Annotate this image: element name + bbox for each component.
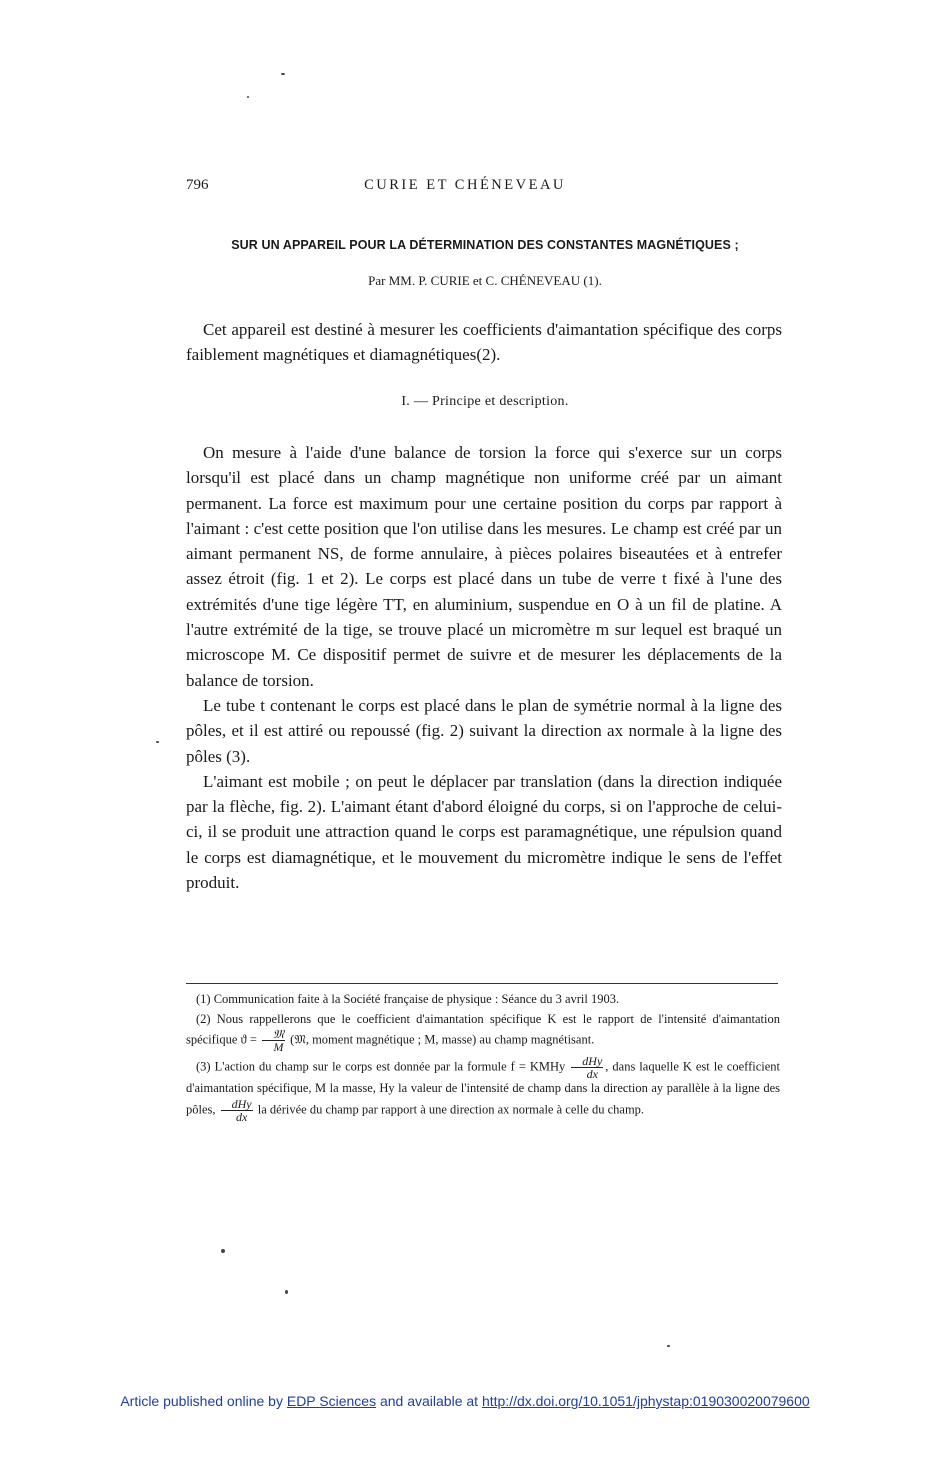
intro-note-ref: (2).: [476, 345, 501, 365]
footnote-3-fraction-2: [221, 1098, 253, 1123]
fraction-denominator: dx: [235, 1109, 248, 1124]
print-speck: [667, 1345, 670, 1347]
edp-sciences-link[interactable]: EDP Sciences: [286, 1393, 377, 1409]
fraction-denominator: M: [273, 1040, 284, 1054]
intro-paragraph: [186, 317, 782, 368]
fraction-denominator: dx: [586, 1067, 598, 1081]
footnote-3-text-b: , dans laquelle K est le coefficient d'aimantation spécifique, M la masse, Hy la valeur de l'intensité de champ dans la direction ay parallèle à la ligne des pôles,: [186, 1059, 780, 1116]
footnote-2-formula-lhs: ϑ =: [240, 1032, 257, 1047]
article-byline: [186, 273, 784, 289]
print-speck: [285, 1290, 288, 1294]
page-number: 796: [186, 177, 209, 193]
print-speck: [247, 96, 249, 98]
byline-authors: Par MM. P. CURIE et C. CHÉNEVEAU: [368, 273, 581, 288]
publication-footer: [0, 1393, 930, 1409]
footnote-3-fraction: [571, 1055, 603, 1080]
footnote-1: (1) Communication faite à la Société française de physique : Séance du 3 avril 1903.: [196, 992, 620, 1006]
footnote-2-text-b: (𝔐, moment magnétique ; M, masse) au champ magnétisant.: [290, 1032, 595, 1047]
footer-prefix: Article published online by: [120, 1393, 283, 1409]
print-speck: [281, 73, 285, 75]
print-speck: [221, 1249, 225, 1253]
footnote-divider: [186, 983, 778, 984]
byline-note-ref: (1).: [583, 273, 602, 288]
intro-text: Cet appareil est destiné à mesurer les coefficients d'aimantation spécifique des corps faiblement magnétiques et diamagnétiques: [186, 320, 782, 365]
footnote-2: [186, 1011, 780, 1054]
fraction-numerator: dHy: [221, 1098, 253, 1111]
article-body: [186, 440, 782, 895]
footnote-3: [186, 1055, 780, 1123]
fraction-numerator: dHy: [571, 1055, 603, 1068]
footnote-3-text-c: la dérivée du champ par rapport à une direction ax normale à celle du champ.: [257, 1101, 645, 1116]
article-title: SUR UN APPAREIL POUR LA DÉTERMINATION DES CONSTANTES MAGNÉTIQUES ;: [231, 238, 739, 252]
body-paragraph: Le tube t contenant le corps est placé dans le plan de symétrie normal à la ligne des pôles, et il est attiré ou repoussé (fig. 2) suivant la direction ax normale à la ligne des pôles (3).: [186, 695, 782, 766]
body-paragraph: L'aimant est mobile ; on peut le déplacer par translation (dans la direction indiquée par la flèche, fig. 2). L'aimant étant d'abord éloigné du corps, si on l'approche de celui-ci, il se produit une attraction quand le corps est paramagnétique, une répulsion quand le corps est diamagnétique, et le mouvement du micromètre indique le sens de l'effet produit.: [186, 771, 782, 893]
footnotes: [186, 991, 780, 1125]
section-heading: I. — Principe et description.: [401, 394, 569, 409]
fraction-numerator: 𝔐: [262, 1028, 285, 1041]
running-head: CURIE ET CHÉNEVEAU: [364, 177, 566, 193]
page-header: [0, 177, 930, 199]
footnote-2-text-a: (2) Nous rappellerons que le coefficient d'aimantation spécifique K est le rapport de l'intensité d'aimantation spécifique: [186, 1011, 780, 1047]
body-paragraph: On mesure à l'aide d'une balance de torsion la force qui s'exerce sur un corps lorsqu'il est placé dans un champ magnétique non uniforme créé par un aimant permanent. La force est maximum pour une certaine position du corps par rapport à l'aimant : c'est cette position que l'on utilise dans les mesures. Le champ est créé par un aimant permanent NS, de forme annulaire, à pièces polaires biseautées et à entrefer assez étroit (fig. 1 et 2). Le corps est placé dans un tube de verre t fixé à l'une des extrémités d'une tige légère TT, en aluminium, suspendue en O à un fil de platine. A l'autre extrémité de la tige, se trouve placé un micromètre m sur lequel est braqué un microscope M. Ce dispositif permet de suivre et de mesurer les déplacements de la balance de torsion.: [186, 443, 782, 690]
print-speck: [156, 741, 159, 743]
footer-middle: and available at: [379, 1393, 479, 1409]
doi-link[interactable]: http://dx.doi.org/10.1051/jphystap:019030020079600: [481, 1393, 810, 1409]
footnote-2-fraction: [262, 1028, 285, 1053]
footnote-3-text-a: (3) L'action du champ sur le corps est donnée par la formule f = KMHy: [196, 1059, 566, 1074]
